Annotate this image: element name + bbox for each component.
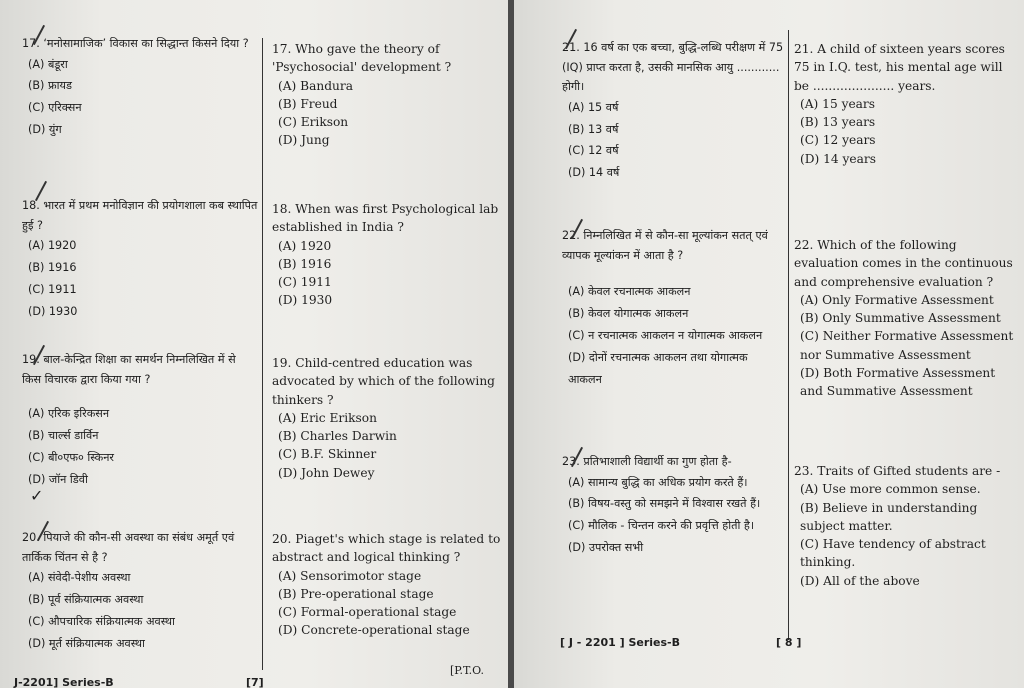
question-18-english bbox=[272, 200, 502, 310]
question-text: 21. 16 वर्ष का एक बच्चा, बुद्धि-लब्धि परीक्षण में 75 (IQ) प्राप्त करता है, उसकी मानसिक आयु ............ होगी। bbox=[562, 41, 784, 94]
option-d: (D) Jung bbox=[278, 133, 330, 148]
option-c: (C) एरिक्सन bbox=[28, 101, 82, 115]
footer-page-number: [7] bbox=[246, 676, 264, 688]
option-c: (C) B.F. Skinner bbox=[278, 447, 377, 462]
option-c: (C) Formal-operational stage bbox=[278, 605, 457, 620]
option-c: (C) Erikson bbox=[278, 115, 349, 130]
option-d: (D) John Dewey bbox=[278, 465, 375, 480]
option-d: (D) All of the above bbox=[800, 573, 920, 588]
option-b: (B) चार्ल्स डार्विन bbox=[28, 429, 99, 443]
question-23-english bbox=[794, 462, 1020, 590]
option-c: (C) 1911 bbox=[28, 282, 77, 296]
option-c: (C) Neither Formative Assessment nor Summative Assessment bbox=[800, 329, 1014, 362]
question-text: 19. Child-centred education was advocated by which of the following thinkers ? bbox=[272, 356, 495, 407]
option-b: (B) Believe in understanding subject matter. bbox=[800, 500, 978, 533]
question-20-hindi bbox=[22, 528, 258, 655]
question-21-hindi bbox=[562, 38, 784, 184]
question-text: 21. A child of sixteen years scores 75 in I.Q. test, his mental age will be ..................... years. bbox=[794, 42, 1005, 93]
option-a: (A) एरिक इरिकसन bbox=[28, 407, 110, 421]
option-a: (A) 15 वर्ष bbox=[568, 100, 619, 114]
option-b: (B) Freud bbox=[278, 96, 338, 111]
right-page bbox=[514, 0, 1024, 688]
option-d: (D) उपरोक्त सभी bbox=[568, 541, 644, 555]
option-a: (A) 1920 bbox=[28, 239, 77, 253]
option-d: (D) 14 वर्ष bbox=[568, 166, 620, 180]
option-d: (D) 1930 bbox=[28, 304, 78, 318]
question-22-hindi bbox=[562, 226, 784, 390]
option-d: (D) दोनों रचनात्मक आकलन तथा योगात्मक आकलन bbox=[568, 350, 748, 386]
option-a: (A) बंडूरा bbox=[28, 57, 68, 71]
option-c: (C) 12 years bbox=[800, 133, 876, 148]
question-text: 17. Who gave the theory of 'Psychosocial' development ? bbox=[272, 42, 452, 75]
column-divider bbox=[262, 38, 263, 670]
option-d: (D) Both Formative Assessment and Summative Assessment bbox=[800, 366, 996, 399]
option-b: (B) Pre-operational stage bbox=[278, 586, 434, 601]
option-b: (B) Only Summative Assessment bbox=[800, 311, 1001, 326]
question-19-english bbox=[272, 354, 502, 482]
question-18-hindi bbox=[22, 196, 258, 323]
option-c: (C) Have tendency of abstract thinking. bbox=[800, 537, 986, 570]
question-text: 23. Traits of Gifted students are - bbox=[794, 464, 1001, 478]
option-c: (C) 12 वर्ष bbox=[568, 144, 619, 158]
question-text: 17. ‘मनोसामाजिक’ विकास का सिद्धान्त किसने दिया ? bbox=[22, 37, 249, 50]
question-17-hindi bbox=[22, 34, 258, 141]
question-text: 20. Piaget's which stage is related to abstract and logical thinking ? bbox=[272, 532, 501, 565]
question-text: 18. When was first Psychological lab established in India ? bbox=[272, 202, 499, 235]
option-d: (D) युंग bbox=[28, 123, 62, 137]
check-mark-icon: ✓ bbox=[30, 486, 44, 505]
option-a: (A) 15 years bbox=[800, 96, 876, 111]
question-text: 22. Which of the following evaluation comes in the continuous and comprehensive evaluation ? bbox=[794, 238, 1013, 289]
option-d: (D) 1930 bbox=[278, 293, 333, 308]
option-c: (C) औपचारिक संक्रियात्मक अवस्था bbox=[28, 614, 175, 628]
question-text: 19. बाल-केन्द्रित शिक्षा का समर्थन निम्नलिखित में से किस विचारक द्वारा किया गया ? bbox=[22, 353, 236, 386]
question-text: 22. निम्नलिखित में से कौन-सा मूल्यांकन सतत् एवं व्यापक मूल्यांकन में आता है ? bbox=[562, 229, 768, 262]
option-a: (A) Use more common sense. bbox=[800, 482, 981, 497]
option-d: (D) 14 years bbox=[800, 151, 876, 166]
option-b: (B) 1916 bbox=[28, 261, 77, 275]
question-text: 23. प्रतिभाशाली विद्यार्थी का गुण होता है- bbox=[562, 455, 732, 468]
option-b: (B) 13 वर्ष bbox=[568, 122, 619, 136]
option-c: (C) 1911 bbox=[278, 275, 332, 290]
option-c: (C) न रचनात्मक आकलन न योगात्मक आकलन bbox=[568, 328, 763, 342]
option-d: (D) Concrete-operational stage bbox=[278, 623, 470, 638]
option-a: (A) Sensorimotor stage bbox=[278, 568, 422, 583]
option-a: (A) Only Formative Assessment bbox=[800, 292, 994, 307]
question-text: 18. भारत में प्रथम मनोविज्ञान की प्रयोगशाला कब स्थापित हुई ? bbox=[22, 199, 258, 232]
question-20-english bbox=[272, 530, 502, 640]
option-c: (C) मौलिक - चिन्तन करने की प्रवृत्ति होती है। bbox=[568, 519, 755, 533]
footer-page-number: [ 8 ] bbox=[776, 636, 802, 649]
option-d: (D) मूर्त संक्रियात्मक अवस्था bbox=[28, 636, 145, 650]
question-23-hindi bbox=[562, 452, 784, 559]
option-b: (B) Charles Darwin bbox=[278, 429, 397, 444]
footer-series: J-2201] Series-B bbox=[14, 676, 114, 688]
option-b: (B) 1916 bbox=[278, 256, 332, 271]
option-a: (A) Eric Erikson bbox=[278, 410, 377, 425]
option-b: (B) फ्रायड bbox=[28, 79, 72, 93]
option-d: (D) जॉन डिवी bbox=[28, 472, 88, 486]
option-b: (B) 13 years bbox=[800, 115, 876, 130]
option-a: (A) केवल रचनात्मक आकलन bbox=[568, 285, 691, 299]
option-a: (A) सामान्य बुद्धि का अधिक प्रयोग करते हैं। bbox=[568, 475, 748, 489]
question-17-english bbox=[272, 40, 502, 150]
option-a: (A) 1920 bbox=[278, 238, 332, 253]
option-a: (A) संवेदी-पेशीय अवस्था bbox=[28, 571, 131, 585]
column-divider bbox=[788, 30, 789, 640]
question-21-english bbox=[794, 40, 1020, 168]
option-b: (B) पूर्व संक्रियात्मक अवस्था bbox=[28, 593, 144, 607]
option-c: (C) बी०एफ० स्किनर bbox=[28, 450, 115, 464]
option-b: (B) विषय-वस्तु को समझने में विश्वास रखते हैं। bbox=[568, 497, 761, 511]
option-b: (B) केवल योगात्मक आकलन bbox=[568, 307, 689, 321]
question-19-hindi bbox=[22, 350, 258, 491]
left-page bbox=[0, 0, 508, 688]
footer-pto: [P.T.O. bbox=[450, 664, 485, 677]
question-text: 20. पियाजे की कौन-सी अवस्था का संबंध अमूर्त एवं तार्किक चिंतन से है ? bbox=[22, 531, 235, 564]
option-a: (A) Bandura bbox=[278, 78, 353, 93]
footer-series: [ J - 2201 ] Series-B bbox=[560, 636, 681, 649]
question-22-english bbox=[794, 236, 1020, 401]
